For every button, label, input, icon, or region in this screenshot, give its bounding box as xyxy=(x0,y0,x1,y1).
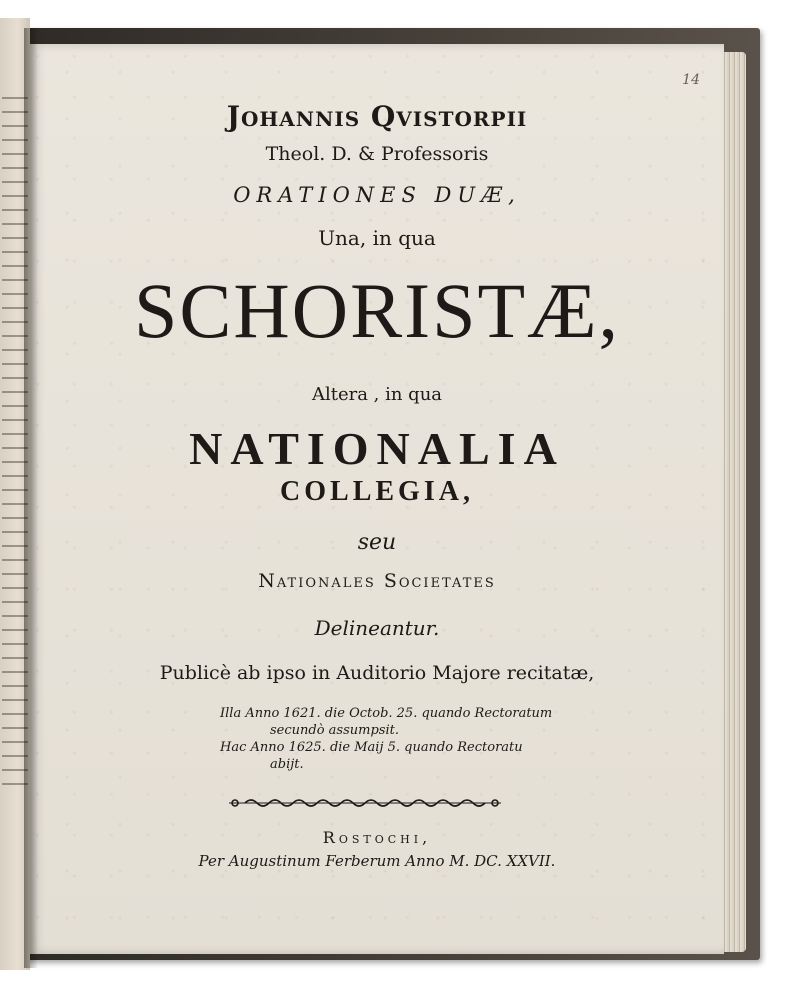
imprint-place: Rostochi, xyxy=(322,828,432,847)
printers-ornament xyxy=(225,796,505,810)
title-page xyxy=(30,44,724,954)
collegia-heading: COLLEGIA, xyxy=(280,476,474,507)
imprint-printer: Per Augustinum Ferberum Anno M. DC. XXVII. xyxy=(198,852,556,870)
hac-line-2: abijt. xyxy=(270,757,304,772)
una-line: Una, in qua xyxy=(318,226,436,250)
societates-line: Nationales Societates xyxy=(258,570,496,592)
ornament-band-icon xyxy=(225,796,505,810)
illa-line-2: secundò assumpsit. xyxy=(270,723,399,738)
seu-line: seu xyxy=(357,530,397,555)
publice-line: Publicè ab ipso in Auditorio Majore recitatæ, xyxy=(159,662,595,684)
altera-line: Altera , in qua xyxy=(311,384,443,405)
delineantur-line: Delineantur. xyxy=(314,616,440,640)
degree-line: Theol. D. & Professoris xyxy=(265,143,489,165)
author-line: Johannis Qvistorpii xyxy=(226,100,528,133)
folio-mark: 14 xyxy=(682,72,700,88)
nationalia-heading: NATIONALIA xyxy=(189,423,565,474)
hac-line-1: Hac Anno 1625. die Maij 5. quando Rectoratu xyxy=(220,740,523,755)
gutter-shadow xyxy=(24,28,38,968)
illa-line-1: Illa Anno 1621. die Octob. 25. quando Rectoratum xyxy=(220,706,553,721)
schoristae-heading: SCHORISTÆ, xyxy=(134,267,620,354)
orationes-line: ORATIONES DUÆ, xyxy=(233,183,521,207)
